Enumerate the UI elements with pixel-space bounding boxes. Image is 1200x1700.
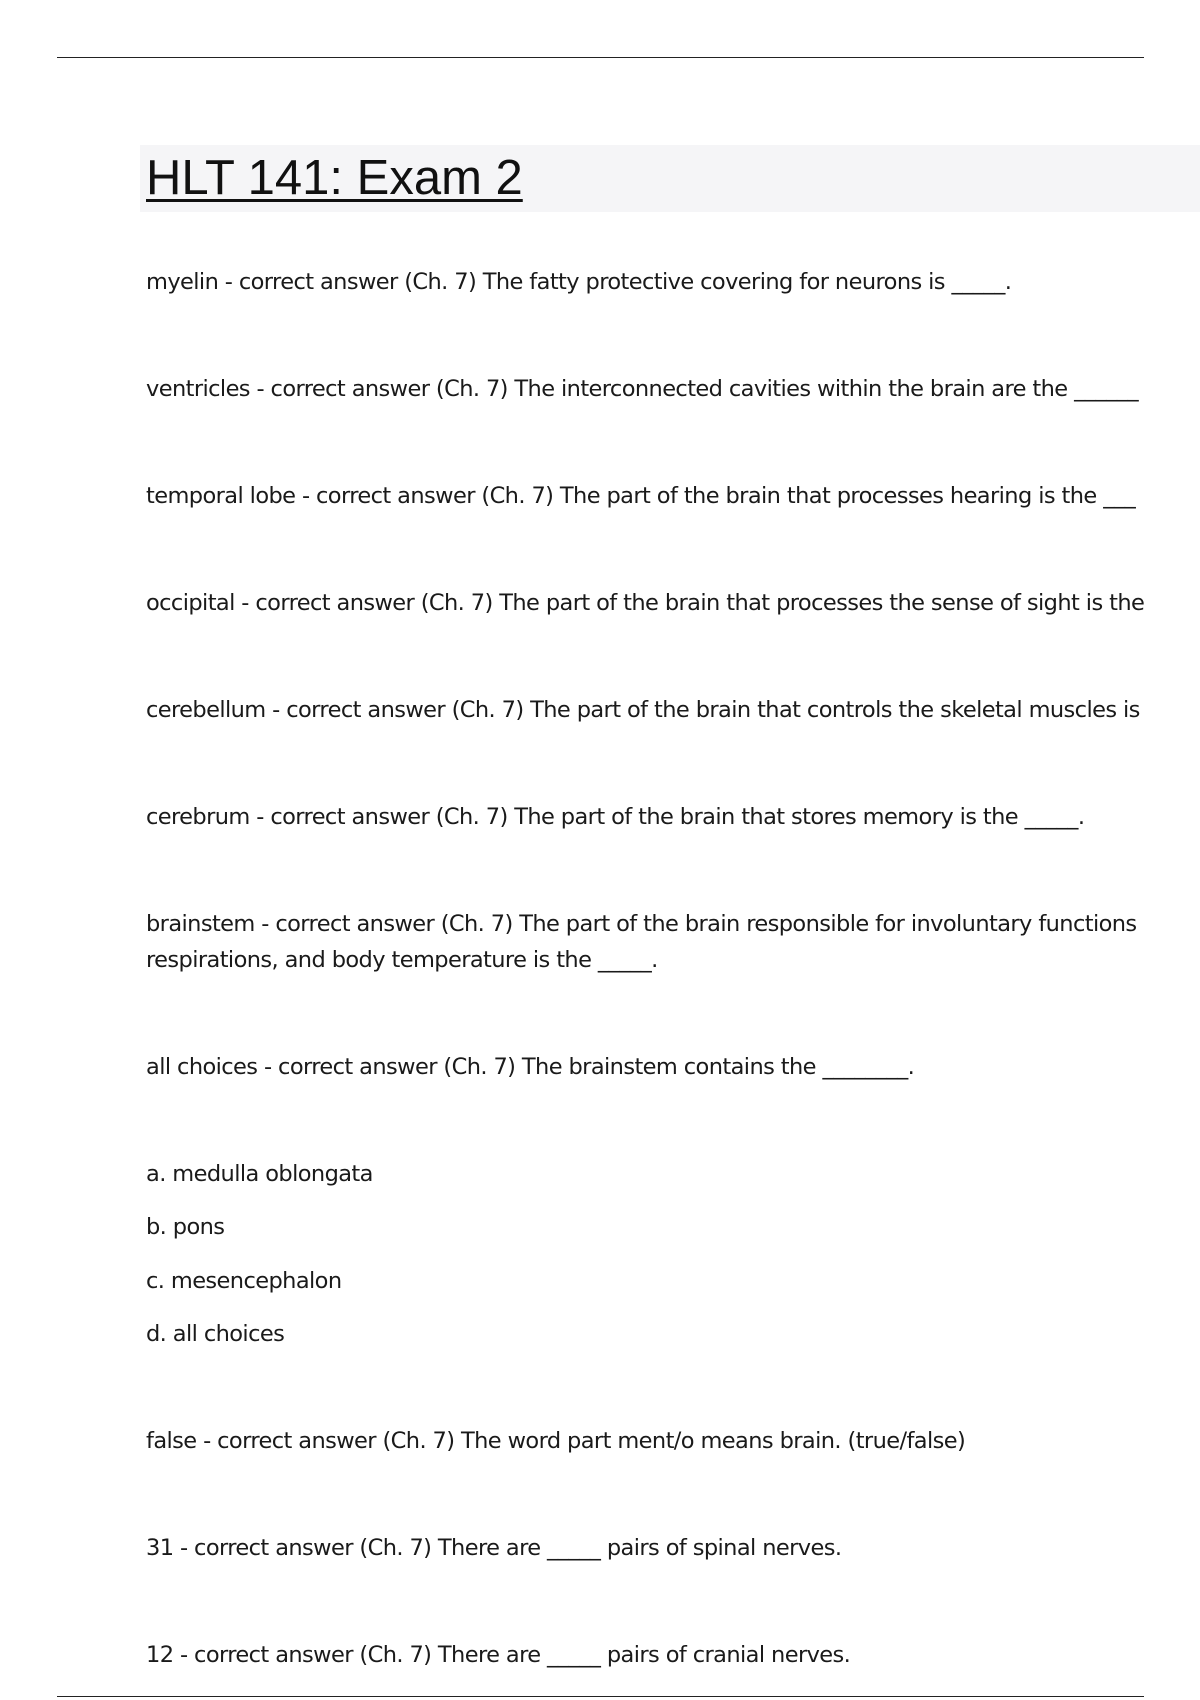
- choice-d: d. all choices: [146, 1321, 285, 1347]
- qa-text-line-1: brainstem - correct answer (Ch. 7) The part of the brain responsible for involuntary functions: [146, 911, 1137, 937]
- qa-item-cerebrum: [146, 799, 1084, 835]
- document-title: HLT 141: Exam 2: [146, 151, 523, 205]
- qa-text: 31 - correct answer (Ch. 7) There are _____ pairs of spinal nerves.: [146, 1535, 842, 1561]
- qa-text: all choices - correct answer (Ch. 7) The brainstem contains the ________.: [146, 1054, 915, 1080]
- qa-item-myelin: [146, 264, 1011, 300]
- qa-text: ventricles - correct answer (Ch. 7) The interconnected cavities within the brain are the ______: [146, 376, 1138, 402]
- qa-item-ment-o: [146, 1423, 965, 1459]
- qa-item-all-choices: [146, 1049, 914, 1085]
- qa-text: false - correct answer (Ch. 7) The word part ment/o means brain. (true/false): [146, 1428, 966, 1454]
- qa-item-cerebellum: [146, 692, 1140, 728]
- bottom-divider: [57, 1696, 1144, 1697]
- top-divider: [57, 57, 1144, 58]
- choice-b: b. pons: [146, 1214, 225, 1240]
- qa-text-line-2: respirations, and body temperature is the _____.: [146, 947, 658, 973]
- qa-text: occipital - correct answer (Ch. 7) The part of the brain that processes the sense of sight is the: [146, 590, 1145, 616]
- qa-item-brainstem: [146, 906, 1137, 978]
- qa-text: myelin - correct answer (Ch. 7) The fatty protective covering for neurons is _____.: [146, 269, 1012, 295]
- qa-text: cerebellum - correct answer (Ch. 7) The part of the brain that controls the skeletal muscles is: [146, 697, 1140, 723]
- choice-a: a. medulla oblongata: [146, 1161, 373, 1187]
- qa-item-temporal-lobe: [146, 478, 1135, 514]
- qa-item-ventricles: [146, 371, 1138, 407]
- qa-text: 12 - correct answer (Ch. 7) There are _____ pairs of cranial nerves.: [146, 1642, 851, 1668]
- qa-text: temporal lobe - correct answer (Ch. 7) The part of the brain that processes hearing is the ___: [146, 483, 1136, 509]
- qa-item-cranial-nerves: [146, 1637, 850, 1673]
- qa-text: cerebrum - correct answer (Ch. 7) The part of the brain that stores memory is the _____.: [146, 804, 1085, 830]
- qa-item-occipital: [146, 585, 1144, 621]
- qa-item-spinal-nerves: [146, 1530, 841, 1566]
- choice-c: c. mesencephalon: [146, 1268, 342, 1294]
